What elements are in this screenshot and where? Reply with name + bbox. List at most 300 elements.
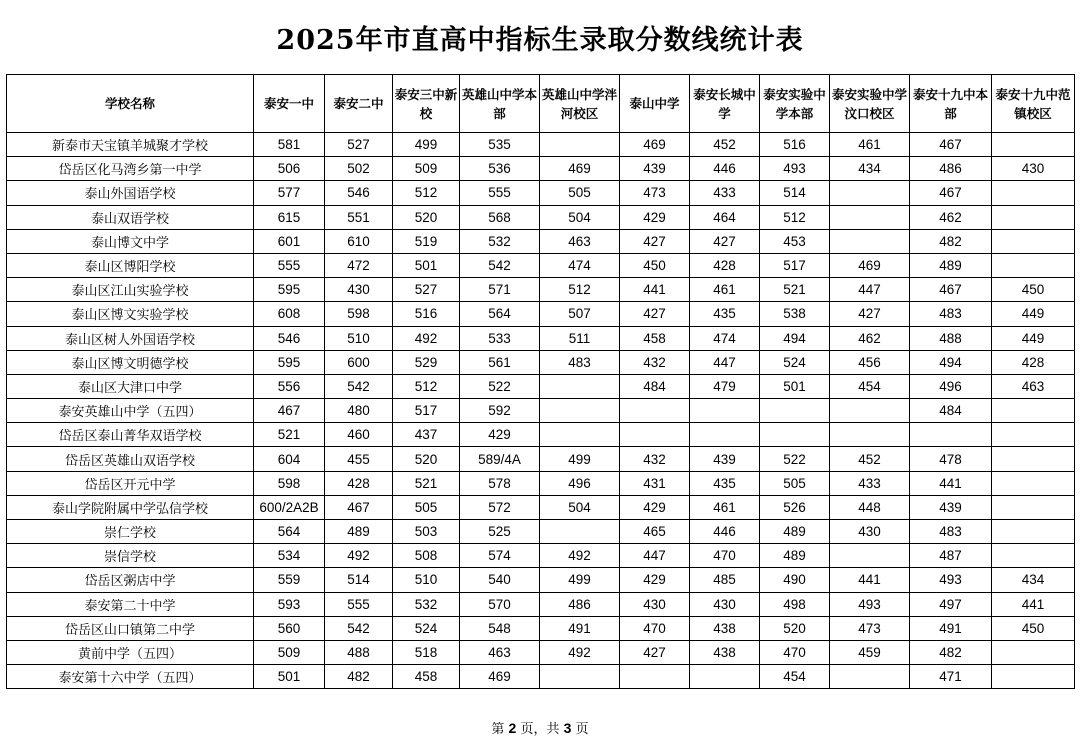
score-cell (760, 399, 830, 423)
school-name-cell: 泰山区博文实验学校 (7, 302, 254, 326)
score-cell: 480 (325, 399, 393, 423)
school-name-cell: 泰山学院附属中学弘信学校 (7, 495, 254, 519)
school-name-cell: 泰山区博文明德学校 (7, 350, 254, 374)
score-cell (830, 544, 910, 568)
school-name-cell: 泰山区江山实验学校 (7, 278, 254, 302)
score-cell: 484 (620, 374, 690, 398)
column-header-school: 学校名称 (7, 75, 254, 133)
score-cell: 458 (620, 326, 690, 350)
footer-mid: 页，共 (520, 722, 560, 737)
score-cell: 486 (540, 592, 620, 616)
score-cell: 473 (620, 181, 690, 205)
score-cell: 469 (620, 133, 690, 157)
score-cell (690, 665, 760, 689)
score-cell: 570 (460, 592, 540, 616)
score-cell: 499 (393, 133, 460, 157)
score-cell: 560 (254, 616, 325, 640)
score-cell (620, 399, 690, 423)
score-cell: 510 (393, 568, 460, 592)
score-cell: 463 (460, 640, 540, 664)
score-cell: 467 (325, 495, 393, 519)
score-cell: 506 (254, 157, 325, 181)
school-name-cell: 崇仁学校 (7, 520, 254, 544)
score-cell: 610 (325, 229, 393, 253)
score-cell: 533 (460, 326, 540, 350)
score-cell (690, 399, 760, 423)
score-cell: 449 (992, 326, 1075, 350)
score-cell (992, 399, 1075, 423)
table-row (7, 181, 1075, 205)
score-cell: 460 (325, 423, 393, 447)
school-name-cell: 岱岳区化马湾乡第一中学 (7, 157, 254, 181)
score-cell (830, 399, 910, 423)
score-cell: 461 (690, 495, 760, 519)
score-cell: 450 (992, 616, 1075, 640)
score-cell: 489 (760, 544, 830, 568)
score-cell: 427 (830, 302, 910, 326)
column-header: 泰安二中 (325, 75, 393, 133)
score-cell: 524 (760, 350, 830, 374)
school-name-cell: 岱岳区泰山菁华双语学校 (7, 423, 254, 447)
score-cell: 492 (325, 544, 393, 568)
score-cell: 483 (540, 350, 620, 374)
score-cell (992, 205, 1075, 229)
score-cell: 446 (690, 157, 760, 181)
school-name-cell: 泰山区树人外国语学校 (7, 326, 254, 350)
column-header: 泰安实验中学本部 (760, 75, 830, 133)
score-cell (690, 423, 760, 447)
score-cell: 615 (254, 205, 325, 229)
score-cell: 450 (620, 253, 690, 277)
footer-page-number: 2 (508, 720, 517, 736)
score-cell: 484 (910, 399, 992, 423)
score-cell: 433 (690, 181, 760, 205)
score-cell: 546 (325, 181, 393, 205)
score-cell: 434 (830, 157, 910, 181)
score-cell: 600/2A2B (254, 495, 325, 519)
column-header: 泰安十九中范镇校区 (992, 75, 1075, 133)
score-cell (830, 665, 910, 689)
score-cell (992, 229, 1075, 253)
score-cell (620, 423, 690, 447)
score-cell: 598 (254, 471, 325, 495)
score-cell: 493 (910, 568, 992, 592)
score-cell (992, 447, 1075, 471)
school-name-cell: 新泰市天宝镇羊城聚才学校 (7, 133, 254, 157)
score-cell: 521 (393, 471, 460, 495)
score-cell: 441 (830, 568, 910, 592)
score-cell: 432 (620, 350, 690, 374)
score-cell: 479 (690, 374, 760, 398)
score-cell: 487 (910, 544, 992, 568)
score-cell: 555 (460, 181, 540, 205)
score-cell: 427 (690, 229, 760, 253)
table-row (7, 520, 1075, 544)
score-cell (540, 399, 620, 423)
score-cell: 540 (460, 568, 540, 592)
score-cell: 595 (254, 278, 325, 302)
score-cell: 449 (992, 302, 1075, 326)
score-cell: 581 (254, 133, 325, 157)
score-cell: 535 (460, 133, 540, 157)
score-cell (540, 520, 620, 544)
score-cell (540, 665, 620, 689)
table-body (7, 133, 1075, 689)
score-cell: 438 (690, 616, 760, 640)
score-cell: 496 (910, 374, 992, 398)
score-cell: 556 (254, 374, 325, 398)
score-cell: 516 (393, 302, 460, 326)
score-cell: 454 (830, 374, 910, 398)
score-cell: 493 (760, 157, 830, 181)
table-row (7, 326, 1075, 350)
score-cell: 520 (760, 616, 830, 640)
score-cell: 493 (830, 592, 910, 616)
score-cell: 571 (460, 278, 540, 302)
school-name-cell: 岱岳区粥店中学 (7, 568, 254, 592)
score-cell: 514 (760, 181, 830, 205)
score-cell: 430 (620, 592, 690, 616)
score-cell: 452 (830, 447, 910, 471)
score-cell: 470 (620, 616, 690, 640)
score-cell: 430 (830, 520, 910, 544)
score-cell: 463 (540, 229, 620, 253)
score-cell: 489 (325, 520, 393, 544)
score-cell: 453 (760, 229, 830, 253)
score-cell: 509 (254, 640, 325, 664)
table-row (7, 544, 1075, 568)
score-table (6, 74, 1075, 689)
school-name-cell: 崇信学校 (7, 544, 254, 568)
score-cell: 577 (254, 181, 325, 205)
score-cell: 517 (760, 253, 830, 277)
table-row (7, 495, 1075, 519)
score-cell: 430 (992, 157, 1075, 181)
score-cell: 489 (910, 253, 992, 277)
score-cell: 486 (910, 157, 992, 181)
score-cell: 461 (690, 278, 760, 302)
score-cell: 527 (393, 278, 460, 302)
score-cell: 509 (393, 157, 460, 181)
score-cell: 504 (540, 495, 620, 519)
score-cell: 608 (254, 302, 325, 326)
table-row (7, 665, 1075, 689)
school-name-cell: 岱岳区山口镇第二中学 (7, 616, 254, 640)
score-cell (992, 133, 1075, 157)
score-cell: 430 (690, 592, 760, 616)
score-cell: 542 (325, 616, 393, 640)
score-cell: 595 (254, 350, 325, 374)
score-cell: 555 (325, 592, 393, 616)
page-title: 2025年市直高中指标生录取分数线统计表 (276, 25, 804, 56)
score-cell: 448 (830, 495, 910, 519)
score-cell: 454 (760, 665, 830, 689)
score-cell: 462 (830, 326, 910, 350)
score-cell: 494 (910, 350, 992, 374)
score-cell: 488 (910, 326, 992, 350)
table-row (7, 157, 1075, 181)
score-cell: 491 (910, 616, 992, 640)
score-cell: 427 (620, 302, 690, 326)
table-row (7, 447, 1075, 471)
table-row (7, 592, 1075, 616)
score-cell: 439 (690, 447, 760, 471)
score-cell: 429 (460, 423, 540, 447)
score-cell: 428 (325, 471, 393, 495)
school-name-cell: 岱岳区开元中学 (7, 471, 254, 495)
column-header: 泰安一中 (254, 75, 325, 133)
table-row (7, 423, 1075, 447)
table-header-row (7, 75, 1075, 133)
score-cell: 507 (540, 302, 620, 326)
score-cell: 497 (910, 592, 992, 616)
score-cell: 546 (254, 326, 325, 350)
score-cell: 521 (760, 278, 830, 302)
score-cell: 489 (760, 520, 830, 544)
table-row (7, 640, 1075, 664)
score-cell: 525 (460, 520, 540, 544)
column-header: 泰安三中新校 (393, 75, 460, 133)
school-name-cell: 泰山双语学校 (7, 205, 254, 229)
score-cell: 522 (460, 374, 540, 398)
score-cell: 469 (830, 253, 910, 277)
table-row (7, 350, 1075, 374)
school-name-cell: 黄前中学（五四） (7, 640, 254, 664)
score-cell: 435 (690, 471, 760, 495)
score-cell: 527 (325, 133, 393, 157)
column-header: 英雄山中学本部 (460, 75, 540, 133)
score-cell: 492 (540, 640, 620, 664)
score-cell: 505 (760, 471, 830, 495)
score-cell: 600 (325, 350, 393, 374)
score-cell: 501 (254, 665, 325, 689)
table-row (7, 205, 1075, 229)
score-cell: 491 (540, 616, 620, 640)
score-cell (992, 471, 1075, 495)
score-cell: 490 (760, 568, 830, 592)
column-header: 泰安实验中学汶口校区 (830, 75, 910, 133)
score-cell: 499 (540, 447, 620, 471)
score-cell (830, 205, 910, 229)
score-cell: 516 (760, 133, 830, 157)
score-cell: 427 (620, 229, 690, 253)
score-cell: 437 (393, 423, 460, 447)
score-cell: 542 (460, 253, 540, 277)
score-cell: 561 (460, 350, 540, 374)
score-cell: 593 (254, 592, 325, 616)
column-header: 英雄山中学泮河校区 (540, 75, 620, 133)
score-cell (830, 423, 910, 447)
table-row (7, 302, 1075, 326)
score-cell: 462 (910, 205, 992, 229)
score-cell: 521 (254, 423, 325, 447)
score-cell: 441 (992, 592, 1075, 616)
school-name-cell: 泰山博文中学 (7, 229, 254, 253)
score-cell: 532 (393, 592, 460, 616)
score-cell: 467 (254, 399, 325, 423)
score-cell: 470 (690, 544, 760, 568)
score-cell: 429 (620, 495, 690, 519)
score-cell: 465 (620, 520, 690, 544)
score-cell: 428 (690, 253, 760, 277)
score-cell: 536 (460, 157, 540, 181)
score-cell: 496 (540, 471, 620, 495)
score-cell: 429 (620, 205, 690, 229)
score-cell (760, 423, 830, 447)
score-cell: 494 (760, 326, 830, 350)
table-row (7, 568, 1075, 592)
score-cell: 538 (760, 302, 830, 326)
score-cell: 467 (910, 133, 992, 157)
score-cell: 432 (620, 447, 690, 471)
score-cell: 505 (393, 495, 460, 519)
score-cell: 434 (992, 568, 1075, 592)
score-cell: 482 (910, 229, 992, 253)
score-cell: 427 (620, 640, 690, 664)
score-cell (830, 181, 910, 205)
score-cell: 511 (540, 326, 620, 350)
table-row (7, 399, 1075, 423)
score-cell: 467 (910, 278, 992, 302)
score-cell: 446 (690, 520, 760, 544)
score-cell: 542 (325, 374, 393, 398)
score-cell: 483 (910, 302, 992, 326)
score-cell (992, 181, 1075, 205)
school-name-cell: 泰山外国语学校 (7, 181, 254, 205)
score-cell (910, 423, 992, 447)
score-cell: 488 (325, 640, 393, 664)
score-cell (540, 374, 620, 398)
score-cell: 555 (254, 253, 325, 277)
score-cell: 601 (254, 229, 325, 253)
score-cell: 452 (690, 133, 760, 157)
score-cell: 464 (690, 205, 760, 229)
page-footer (0, 718, 1080, 737)
score-cell (540, 423, 620, 447)
score-cell: 501 (760, 374, 830, 398)
score-cell: 574 (460, 544, 540, 568)
score-cell: 520 (393, 447, 460, 471)
school-name-cell: 泰山区博阳学校 (7, 253, 254, 277)
score-cell: 551 (325, 205, 393, 229)
score-cell: 564 (254, 520, 325, 544)
score-cell: 433 (830, 471, 910, 495)
column-header: 泰山中学 (620, 75, 690, 133)
score-cell: 532 (460, 229, 540, 253)
score-cell: 474 (540, 253, 620, 277)
school-name-cell: 泰安第十六中学（五四） (7, 665, 254, 689)
score-cell: 572 (460, 495, 540, 519)
column-header: 泰安长城中学 (690, 75, 760, 133)
score-cell: 499 (540, 568, 620, 592)
score-cell: 524 (393, 616, 460, 640)
score-cell: 456 (830, 350, 910, 374)
score-cell (992, 253, 1075, 277)
score-cell: 463 (992, 374, 1075, 398)
score-cell: 578 (460, 471, 540, 495)
score-cell (540, 133, 620, 157)
score-cell: 439 (910, 495, 992, 519)
score-cell (992, 665, 1075, 689)
score-cell: 526 (760, 495, 830, 519)
score-cell (620, 665, 690, 689)
score-cell: 470 (760, 640, 830, 664)
score-cell: 439 (620, 157, 690, 181)
score-cell: 508 (393, 544, 460, 568)
score-cell: 447 (690, 350, 760, 374)
score-cell: 510 (325, 326, 393, 350)
score-cell: 598 (325, 302, 393, 326)
score-cell: 534 (254, 544, 325, 568)
score-cell (992, 495, 1075, 519)
school-name-cell: 泰山区大津口中学 (7, 374, 254, 398)
score-cell: 568 (460, 205, 540, 229)
table-row (7, 374, 1075, 398)
score-cell: 501 (393, 253, 460, 277)
score-cell: 589/4A (460, 447, 540, 471)
table-row (7, 471, 1075, 495)
score-cell: 485 (690, 568, 760, 592)
score-cell: 455 (325, 447, 393, 471)
school-name-cell: 泰安第二十中学 (7, 592, 254, 616)
score-cell: 471 (910, 665, 992, 689)
score-cell: 504 (540, 205, 620, 229)
score-cell: 482 (325, 665, 393, 689)
score-cell: 435 (690, 302, 760, 326)
score-cell: 492 (393, 326, 460, 350)
score-cell: 447 (830, 278, 910, 302)
school-name-cell: 泰安英雄山中学（五四） (7, 399, 254, 423)
score-cell (992, 520, 1075, 544)
score-cell: 472 (325, 253, 393, 277)
score-cell: 431 (620, 471, 690, 495)
score-cell: 461 (830, 133, 910, 157)
score-cell: 503 (393, 520, 460, 544)
score-cell: 518 (393, 640, 460, 664)
score-cell: 520 (393, 205, 460, 229)
score-cell: 458 (393, 665, 460, 689)
score-cell: 548 (460, 616, 540, 640)
score-cell: 469 (460, 665, 540, 689)
score-cell (992, 544, 1075, 568)
footer-suffix: 页 (575, 722, 589, 737)
table-row (7, 229, 1075, 253)
score-cell: 512 (540, 278, 620, 302)
score-cell: 429 (620, 568, 690, 592)
footer-prefix: 第 (491, 722, 505, 737)
score-cell (830, 229, 910, 253)
score-cell: 522 (760, 447, 830, 471)
score-cell (992, 640, 1075, 664)
score-cell: 473 (830, 616, 910, 640)
score-cell: 529 (393, 350, 460, 374)
score-cell: 492 (540, 544, 620, 568)
school-name-cell: 岱岳区英雄山双语学校 (7, 447, 254, 471)
score-cell: 502 (325, 157, 393, 181)
score-cell: 512 (760, 205, 830, 229)
score-cell: 498 (760, 592, 830, 616)
score-cell: 564 (460, 302, 540, 326)
score-cell: 514 (325, 568, 393, 592)
column-header: 泰安十九中本部 (910, 75, 992, 133)
score-cell: 478 (910, 447, 992, 471)
score-cell: 469 (540, 157, 620, 181)
score-cell: 459 (830, 640, 910, 664)
table-row (7, 133, 1075, 157)
score-cell: 467 (910, 181, 992, 205)
score-cell: 517 (393, 399, 460, 423)
score-cell: 512 (393, 374, 460, 398)
